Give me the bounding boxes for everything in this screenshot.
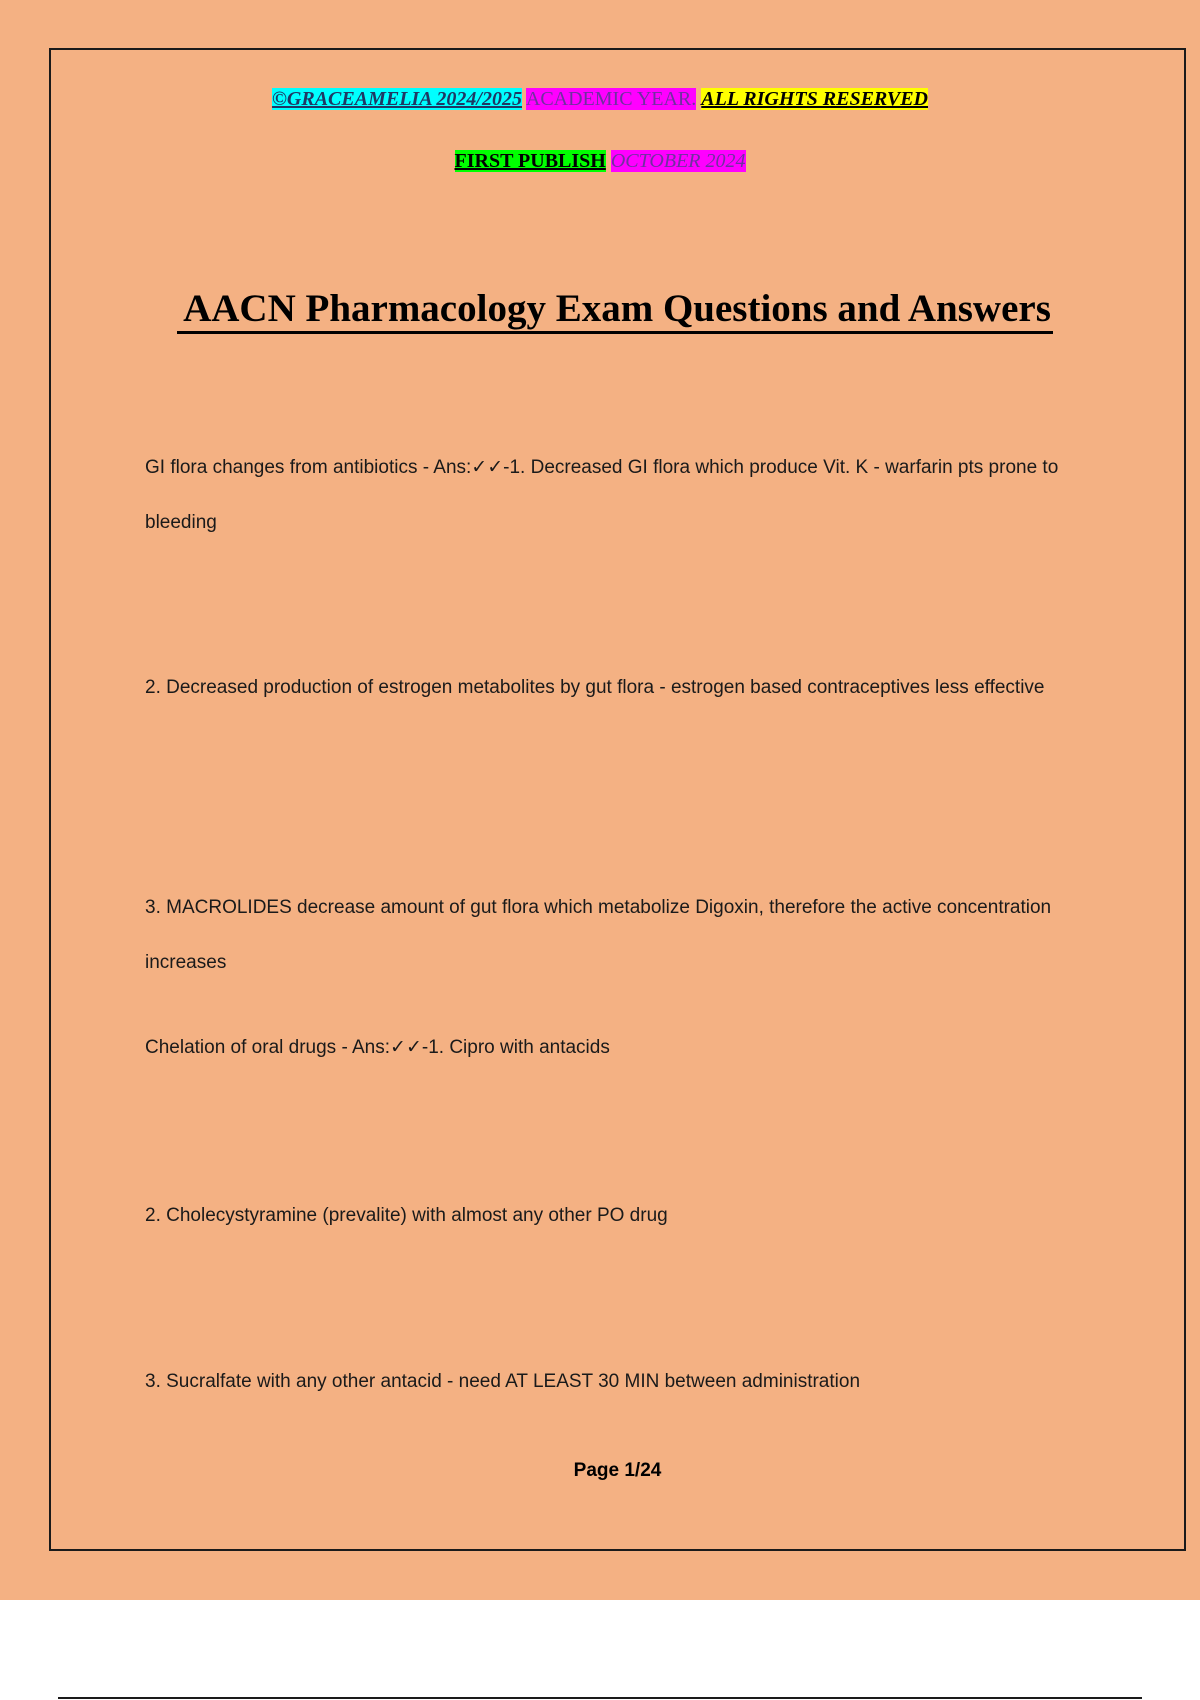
- academic-year-text: ACADEMIC YEAR.: [525, 88, 697, 110]
- paragraph: GI flora changes from antibiotics - Ans:✓✓-1. Decreased GI flora which produce Vit. K - warfarin pts prone to bleeding: [145, 457, 1059, 533]
- paragraph: 3. Sucralfate with any other antacid - need AT LEAST 30 MIN between administration: [145, 1371, 861, 1392]
- rights-text: ALL RIGHTS RESERVED: [701, 88, 929, 110]
- publish-date-text: OCTOBER 2024: [610, 150, 746, 172]
- document-title: [160, 285, 1070, 333]
- copyright-text: ©GRACEAMELIA 2024/2025: [271, 88, 522, 110]
- paragraph: 2. Cholecystyramine (prevalite) with almost any other PO drug: [145, 1205, 668, 1226]
- first-publish-text: FIRST PUBLISH: [454, 150, 606, 172]
- copyright-line: [0, 86, 1200, 112]
- paragraph: 2. Decreased production of estrogen metabolites by gut flora - estrogen based contraceptives less effective: [145, 677, 1045, 698]
- page-border: [49, 48, 1186, 1551]
- paragraph: 3. MACROLIDES decrease amount of gut flora which metabolize Digoxin, therefore the active concentration increases: [145, 897, 1052, 973]
- page-number: Page 1/24: [573, 1460, 662, 1481]
- publish-line: [0, 148, 1200, 174]
- paragraph: Chelation of oral drugs - Ans:✓✓-1. Cipro with antacids: [145, 1037, 610, 1058]
- document-title-text: AACN Pharmacology Exam Questions and Answers: [177, 287, 1053, 334]
- divider: [58, 1697, 1142, 1699]
